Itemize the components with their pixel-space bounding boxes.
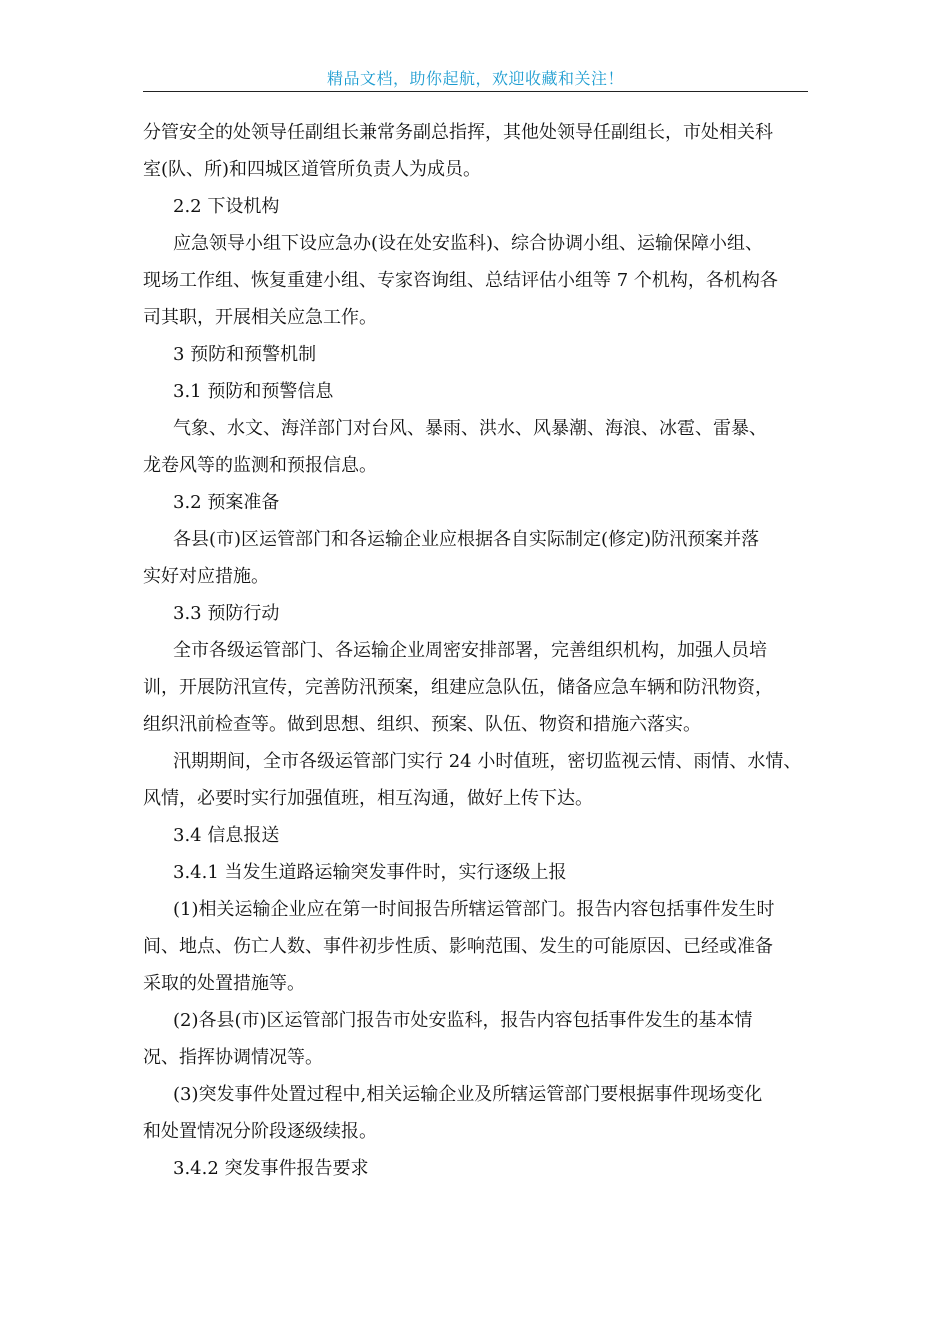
page-header: 精品文档，助你起航，欢迎收藏和关注！ [326, 69, 624, 88]
text-line: 全市各级运管部门、各运输企业周密安排部署，完善组织机构，加强人员培 [173, 640, 767, 661]
text-line: 组织汛前检查等。做到思想、组织、预案、队伍、物资和措施六落实。 [143, 714, 701, 735]
header-divider [143, 91, 808, 92]
text-line: 室(队、所)和四城区道管所负责人为成员。 [143, 159, 482, 180]
text-line: 各县(市)区运管部门和各运输企业应根据各自实际制定(修定)防汛预案并落 [173, 529, 760, 550]
text-line: (2)各县(市)区运管部门报告市处安监科，报告内容包括事件发生的基本情 [173, 1010, 753, 1031]
text-line: 汛期期间，全市各级运管部门实行 24 小时值班，密切监视云情、雨情、水情、 [173, 751, 802, 772]
text-line: (3)突发事件处置过程中,相关运输企业及所辖运管部门要根据事件现场变化 [173, 1084, 763, 1105]
text-line: 3.1 预防和预警信息 [173, 381, 334, 402]
text-line: 风情，必要时实行加强值班，相互沟通，做好上传下达。 [143, 788, 593, 809]
text-line: 间、地点、伤亡人数、事件初步性质、影响范围、发生的可能原因、已经或准备 [143, 936, 773, 957]
text-line: (1)相关运输企业应在第一时间报告所辖运管部门。报告内容包括事件发生时 [173, 899, 775, 920]
text-line: 分管安全的处领导任副组长兼常务副总指挥，其他处领导任副组长，市处相关科 [143, 122, 773, 143]
text-line: 气象、水文、海洋部门对台风、暴雨、洪水、风暴潮、海浪、冰雹、雷暴、 [173, 418, 767, 439]
text-line: 3.4.1 当发生道路运输突发事件时，实行逐级上报 [173, 862, 567, 883]
text-line: 训，开展防汛宣传，完善防汛预案，组建应急队伍，储备应急车辆和防汛物资， [143, 677, 773, 698]
text-line: 2.2 下设机构 [173, 196, 280, 217]
text-line: 实好对应措施。 [143, 566, 269, 587]
text-line: 司其职，开展相关应急工作。 [143, 307, 377, 328]
text-line: 龙卷风等的监测和预报信息。 [143, 455, 377, 476]
text-line: 3.4.2 突发事件报告要求 [173, 1158, 369, 1179]
text-line: 和处置情况分阶段逐级续报。 [143, 1121, 377, 1142]
text-line: 况、指挥协调情况等。 [143, 1047, 323, 1068]
document-body [143, 114, 813, 1187]
text-line: 3.3 预防行动 [173, 603, 280, 624]
text-line: 3 预防和预警机制 [173, 344, 317, 365]
text-line: 现场工作组、恢复重建小组、专家咨询组、总结评估小组等 7 个机构，各机构各 [143, 270, 778, 291]
text-line: 3.2 预案准备 [173, 492, 280, 513]
text-line: 3.4 信息报送 [173, 825, 280, 846]
text-line: 应急领导小组下设应急办(设在处安监科)、综合协调小组、运输保障小组、 [173, 233, 764, 254]
text-line: 采取的处置措施等。 [143, 973, 305, 994]
